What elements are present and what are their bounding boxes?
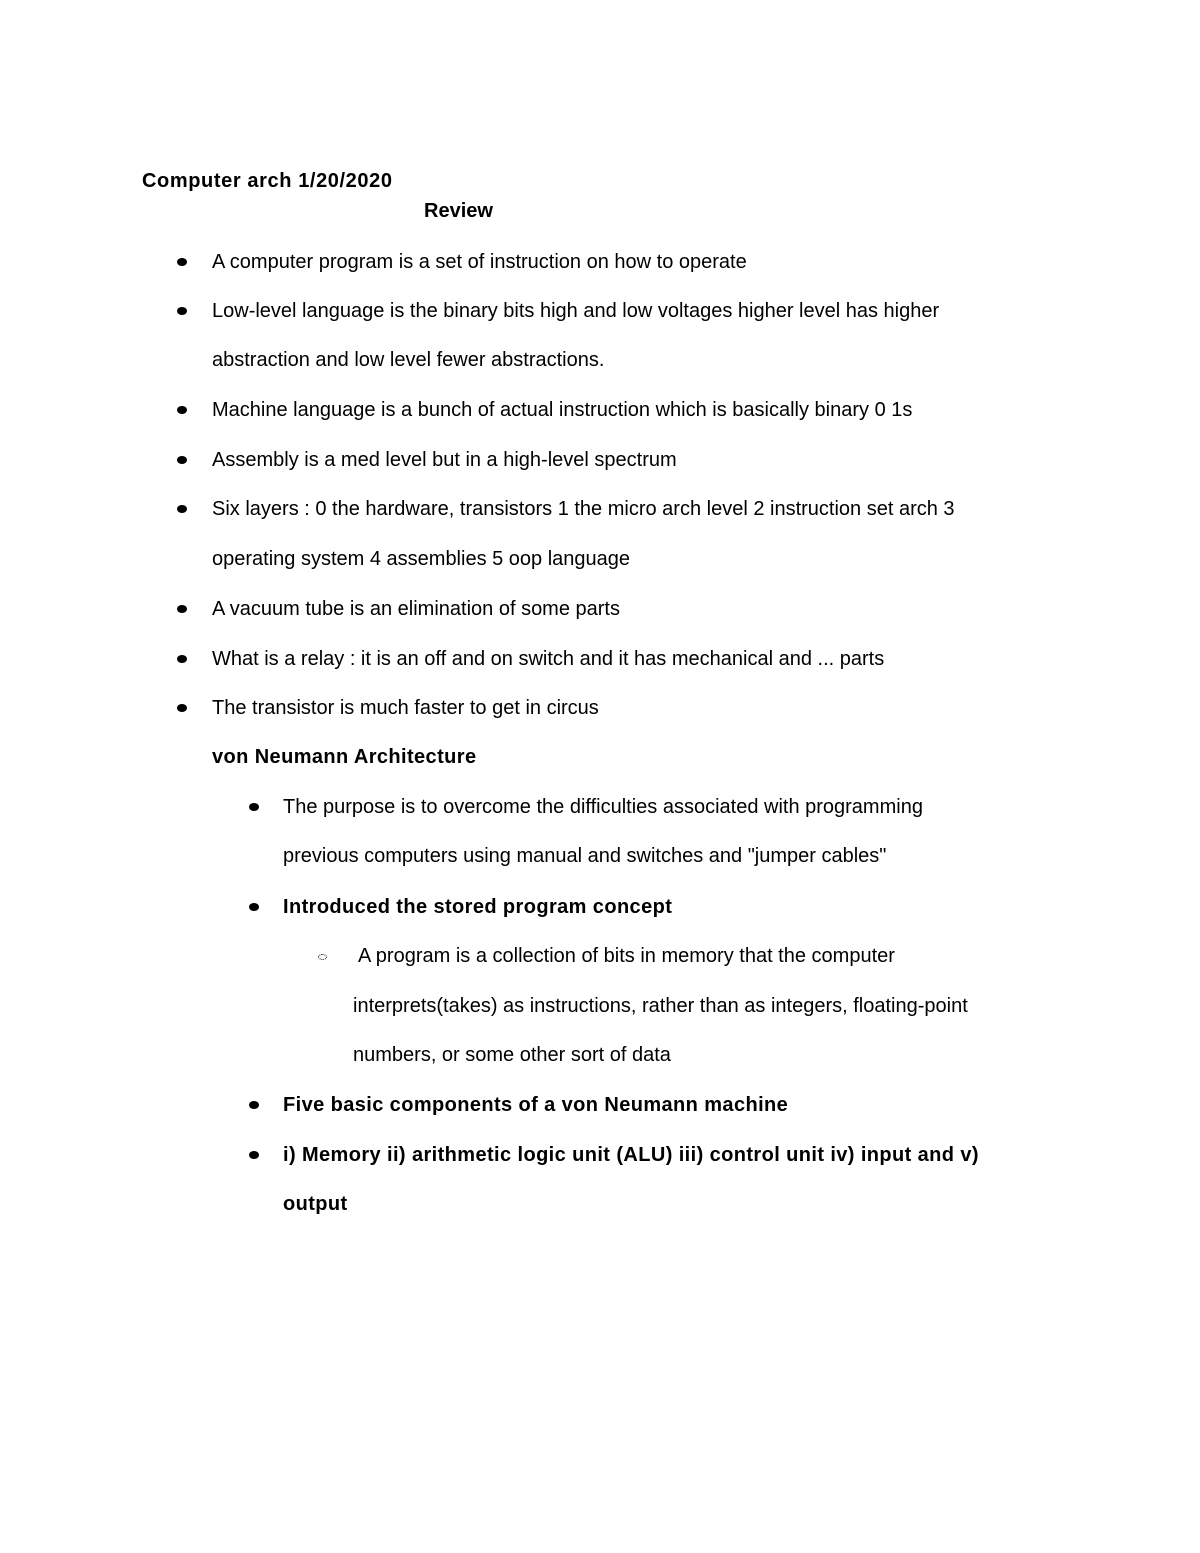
bullet-icon: [177, 704, 187, 712]
bullet-icon: [249, 903, 259, 911]
bullet-item: The transistor is much faster to get in circus: [212, 697, 599, 719]
bullet-item: Machine language is a bunch of actual instruction which is basically binary 0 1s: [212, 399, 913, 421]
bullet-item: Assembly is a med level but in a high-level spectrum: [212, 449, 677, 471]
bullet-item: A vacuum tube is an elimination of some parts: [212, 598, 620, 620]
document-subtitle: Review: [424, 200, 493, 222]
bullet-icon: [249, 1151, 259, 1159]
bullet-icon: [177, 307, 187, 315]
bullet-icon: [177, 258, 187, 266]
bullet-icon: [177, 505, 187, 513]
section-heading: von Neumann Architecture: [212, 746, 477, 768]
sub-bullet-item-continuation: output: [283, 1193, 348, 1215]
bullet-item-continuation: operating system 4 assemblies 5 oop language: [212, 548, 631, 570]
bullet-icon: [177, 605, 187, 613]
nested-bullet-item-continuation: interprets(takes) as instructions, rather than as integers, floating-point: [353, 995, 968, 1017]
nested-bullet-item: A program is a collection of bits in memory that the computer: [358, 945, 895, 967]
sub-bullet-item: i) Memory ii) arithmetic logic unit (ALU) iii) control unit iv) input and v): [283, 1144, 979, 1166]
bullet-item: Low-level language is the binary bits high and low voltages higher level has higher: [212, 300, 940, 322]
bullet-icon: [177, 406, 187, 414]
nested-bullet-item-continuation: numbers, or some other sort of data: [353, 1044, 671, 1066]
bullet-item-continuation: abstraction and low level fewer abstractions.: [212, 349, 605, 371]
bullet-item: A computer program is a set of instruction on how to operate: [212, 251, 747, 273]
bullet-item: Six layers : 0 the hardware, transistors 1 the micro arch level 2 instruction set arch 3: [212, 498, 955, 520]
sub-bullet-item: Introduced the stored program concept: [283, 896, 673, 918]
document-title: Computer arch 1/20/2020: [142, 170, 393, 192]
bullet-item: What is a relay : it is an off and on switch and it has mechanical and ... parts: [212, 648, 885, 670]
bullet-icon: [177, 456, 187, 464]
hollow-bullet-icon: [318, 954, 327, 960]
bullet-icon: [249, 803, 259, 811]
sub-bullet-item: Five basic components of a von Neumann machine: [283, 1094, 789, 1116]
bullet-icon: [177, 655, 187, 663]
bullet-icon: [249, 1101, 259, 1109]
sub-bullet-item: The purpose is to overcome the difficulties associated with programming: [283, 796, 923, 818]
sub-bullet-item-continuation: previous computers using manual and switches and "jumper cables": [283, 845, 887, 867]
